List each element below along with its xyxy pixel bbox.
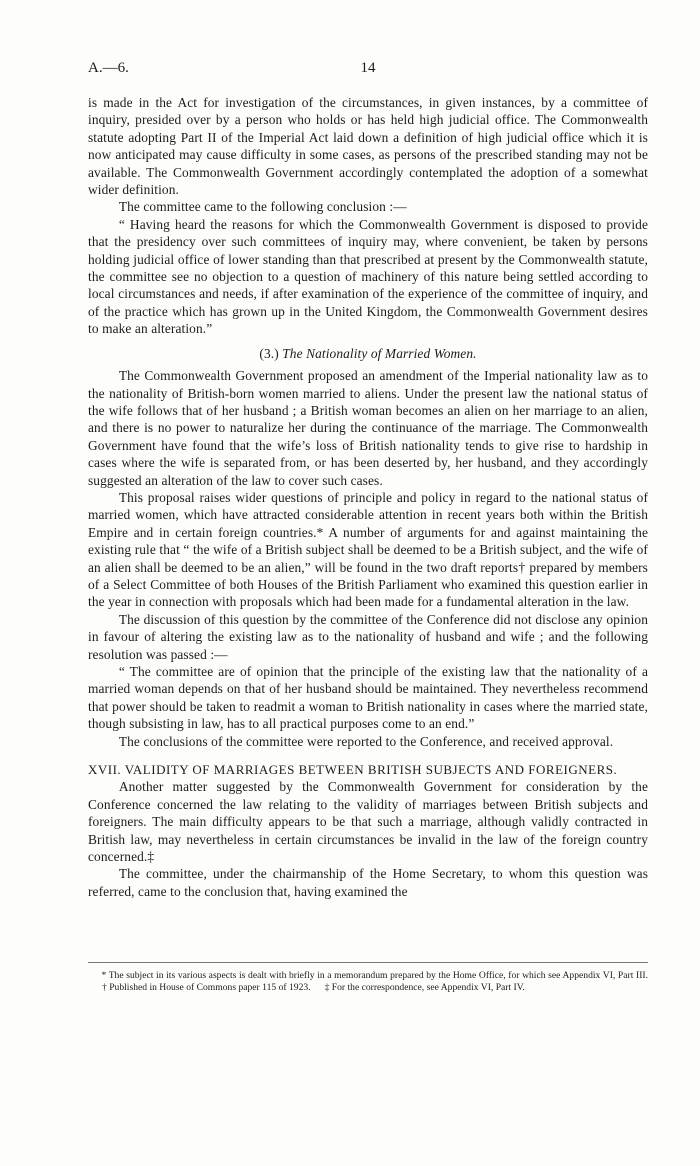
quoted-conclusion: “ Having heard the reasons for which the Commonwealth Government is disposed to provide that the presidency over such committees of inquiry may, where convenient, be taken by persons holding judicial office of lower standing than that prescribed at present by the Commonwealth statute, the committee see no objection to a question of machinery of this nature being settled according to local circumstances and needs, if after examination of the experience of the committee of inquiry, and of the practice which has grown up in the United Kingdom, the Commonwealth Government desires to make an alteration.” [88, 216, 648, 337]
body-text [88, 94, 648, 900]
page-number: 14 [360, 60, 376, 76]
footnotes [88, 970, 648, 994]
section-heading-xvii: XVII. VALIDITY OF MARRIAGES BETWEEN BRITISH SUBJECTS AND FOREIGNERS. [88, 762, 618, 778]
document-reference: A.—6. [88, 60, 129, 76]
paragraph-marriages: Another matter suggested by the Commonwealth Government for consideration by the Conference concerned the law relating to the validity of marriages between British subjects and foreigners. The main difficulty appears to be that such a marriage, although validly contracted in British law, may nevertheless in certain circumstances be invalid in the law of the foreign country concerned.‡ [88, 779, 648, 865]
subheading-number: (3.) [259, 345, 279, 361]
running-header [88, 58, 648, 78]
paragraph-wider-questions: This proposal raises wider questions of principle and policy in regard to the national status of married women, which have attracted considerable attention in recent years both within the British Empire and in certain foreign countries.* A number of arguments for and against maintaining the existing rule that “ the wife of a British subject shall be deemed to be a British subject, and the wife of an alien shall be deemed to be an alien,” will be found in the two draft reports† prepared by members of a Select Committee of both Houses of the British Parliament who examined this question earlier in the year in connection with proposals which had been made for a fundamental alteration in the law. [88, 489, 648, 610]
subheading-title: The Nationality of Married Women. [282, 345, 477, 361]
paragraph-approval: The conclusions of the committee were reported to the Conference, and received approval. [118, 733, 614, 749]
footnote-divider [88, 962, 648, 963]
paragraph-continued: is made in the Act for investigation of the circumstances, in given instances, by a committee of inquiry, presided over by a person who holds or has held high judicial office. The Commonwealth statute adopting Part II of the Imperial Act laid down a definition of high judicial office which it is now anticipated may cause difficulty in some cases, as persons of the prescribed standing may not be available. The Commonwealth Government accordingly contemplated the adoption of a somewhat wider definition. [88, 95, 648, 198]
paragraph-proposal: The Commonwealth Government proposed an amendment of the Imperial nationality law as to the nationality of British-born women married to aliens. Under the present law the national status of the wife follows that of her husband ; a British woman becomes an alien on her marriage to an alien, and there is no power to naturalize her during the continuance of the marriage. The Commonwealth Government have found that the wife’s loss of British nationality tends to give rise to hardship in cases where the wife is separated from, or has been deserted by, her husband, and they accordingly suggested an alteration of the law to cover such cases. [88, 368, 648, 488]
paragraph-conclusion-intro: The committee came to the following conclusion :— [118, 199, 407, 215]
quoted-resolution: “ The committee are of opinion that the principle of the existing law that the nationality of a married woman depends on that of her husband should be maintained. They nevertheless recommend that power should be taken to readmit a woman to British nationality in cases where the married state, though subsisting in law, has to all practical purposes come to an end.” [88, 664, 648, 732]
subheading-nationality [88, 345, 648, 362]
paragraph-discussion: The discussion of this question by the committee of the Conference did not disclose any opinion in favour of altering the existing law as to the nationality of husband and wife ; and the following resolution was passed :— [88, 611, 648, 662]
footnote-2: † Published in House of Commons paper 115 of 1923. [102, 982, 311, 994]
footnote-3: ‡ For the correspondence, see Appendix VI, Part IV. [324, 982, 525, 994]
footnote-1: * The subject in its various aspects is dealt with briefly in a memorandum prepared by the Home Office, for which see Appendix VI, Part III. [101, 970, 648, 981]
paragraph-committee: The committee, under the chairmanship of the Home Secretary, to whom this question was referred, came to the conclusion that, having examined the [88, 866, 648, 899]
